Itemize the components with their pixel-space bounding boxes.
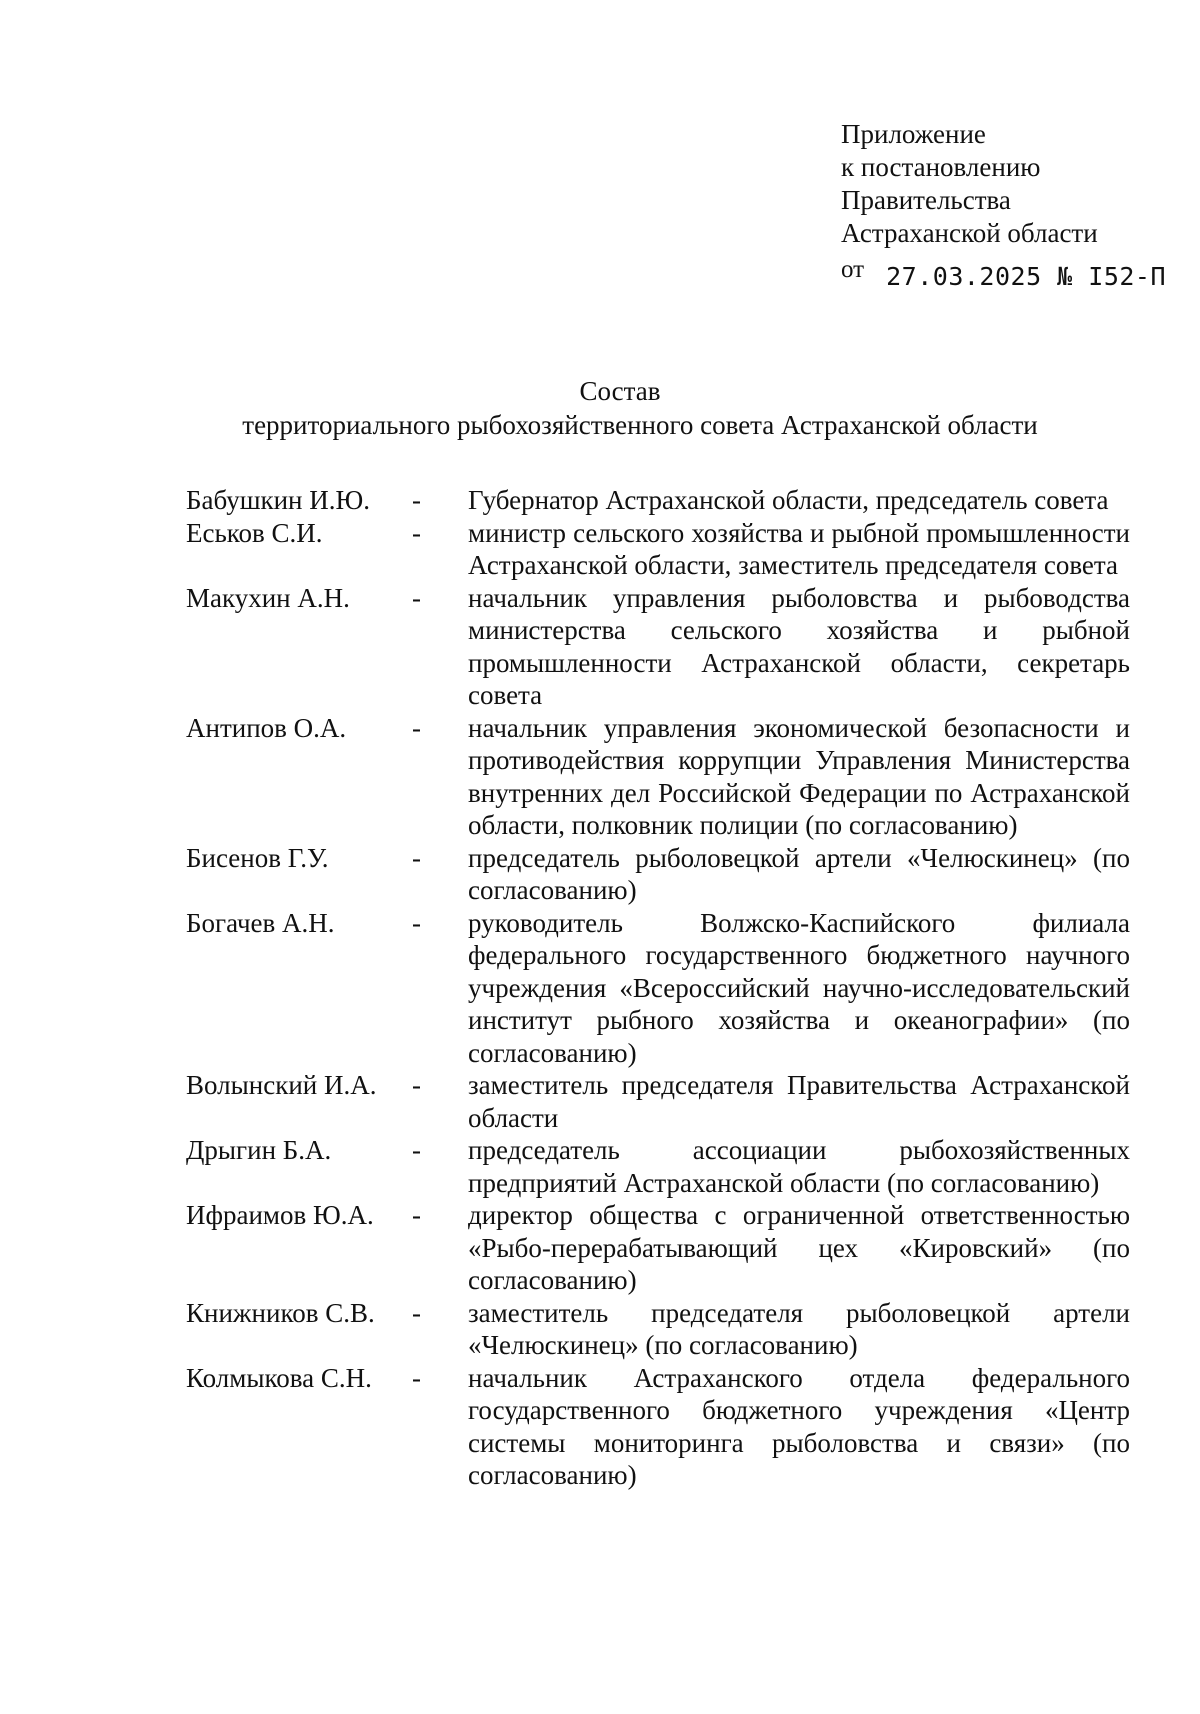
- appendix-line-4: Астраханской области: [841, 218, 1098, 248]
- member-dash: -: [412, 517, 421, 548]
- member-name: Бабушкин И.Ю.: [186, 485, 371, 515]
- member-row: [186, 842, 1130, 907]
- appendix-line-1: Приложение: [841, 119, 986, 149]
- member-role: директор общества с ограниченной ответственностью «Рыбо-перерабатывающий цех «Кировский» (по согласованию): [468, 1200, 1130, 1295]
- member-name: Бисенов Г.У.: [186, 842, 329, 873]
- member-dash: -: [412, 1070, 421, 1100]
- member-row: [186, 1134, 1130, 1199]
- member-row: [186, 1297, 1130, 1362]
- member-dash: -: [412, 1135, 421, 1165]
- member-name: Колмыкова С.Н.: [186, 1362, 372, 1393]
- member-name: Макухин А.Н.: [186, 582, 350, 613]
- member-name: Волынский И.А.: [186, 1070, 377, 1100]
- member-dash: -: [412, 1362, 421, 1393]
- member-row: [186, 484, 1130, 517]
- member-role: заместитель председателя рыболовецкой артели «Челюскинец» (по согласованию): [468, 1297, 1130, 1360]
- member-role: руководитель Волжско-Каспийского филиала федерального государственного бюджетного научного учреждения «Всероссийский научно-исследовательский институт рыбного хозяйства и океанографии» (по согласованию): [468, 907, 1130, 1068]
- member-dash: -: [412, 485, 421, 515]
- member-dash: -: [412, 582, 421, 613]
- member-role: председатель ассоциации рыбохозяйственных предприятий Астраханской области (по согласованию): [468, 1135, 1130, 1198]
- member-name: Антипов О.А.: [186, 712, 347, 743]
- member-row: [186, 1362, 1130, 1492]
- member-name: Богачев А.Н.: [186, 907, 335, 938]
- member-role: заместитель председателя Правительства Астраханской области: [468, 1070, 1130, 1133]
- member-role: начальник Астраханского отдела федерального государственного бюджетного учреждения «Центр системы мониторинга рыболовства и связи» (по согласованию): [468, 1362, 1130, 1490]
- member-role: начальник управления рыболовства и рыбоводства министерства сельского хозяйства и рыбной промышленности Астраханской области, секретарь совета: [468, 582, 1130, 710]
- member-role: министр сельского хозяйства и рыбной промышленности Астраханской области, заместитель председателя совета: [468, 517, 1130, 580]
- member-dash: -: [412, 907, 421, 938]
- member-dash: -: [412, 1297, 421, 1328]
- member-name: Еськов С.И.: [186, 517, 323, 548]
- member-row: [186, 1199, 1130, 1297]
- title-line-1: Состав: [579, 376, 661, 406]
- member-dash: -: [412, 712, 421, 743]
- member-dash: -: [412, 842, 421, 873]
- appendix-header: [841, 118, 1171, 291]
- member-row: [186, 712, 1130, 842]
- member-row: [186, 582, 1130, 712]
- appendix-line-3: Правительства: [841, 185, 1011, 215]
- member-dash: -: [412, 1200, 421, 1230]
- document-title: [0, 374, 1200, 442]
- appendix-ot-label: от: [841, 256, 865, 283]
- member-name: Книжников С.В.: [186, 1297, 375, 1328]
- member-list: [186, 484, 1130, 1492]
- member-role: председатель рыболовецкой артели «Челюскинец» (по согласованию): [468, 842, 1130, 905]
- member-name: Ифраимов Ю.А.: [186, 1200, 374, 1230]
- appendix-line-2: к постановлению: [841, 152, 1041, 182]
- member-name: Дрыгин Б.А.: [186, 1135, 332, 1165]
- appendix-date-line: [841, 252, 1171, 291]
- member-row: [186, 1069, 1130, 1134]
- member-role: Губернатор Астраханской области, председатель совета: [468, 485, 1109, 515]
- decree-number-stamp: 27.03.2025 № I52-П: [886, 262, 1167, 291]
- member-row: [186, 517, 1130, 582]
- member-row: [186, 907, 1130, 1070]
- title-line-2: территориального рыбохозяйственного совета Астраханской области: [242, 410, 1038, 440]
- member-role: начальник управления экономической безопасности и противодействия коррупции Управления Министерства внутренних дел Российской Федерации по Астраханской области, полковник полиции (по согласованию): [468, 712, 1130, 840]
